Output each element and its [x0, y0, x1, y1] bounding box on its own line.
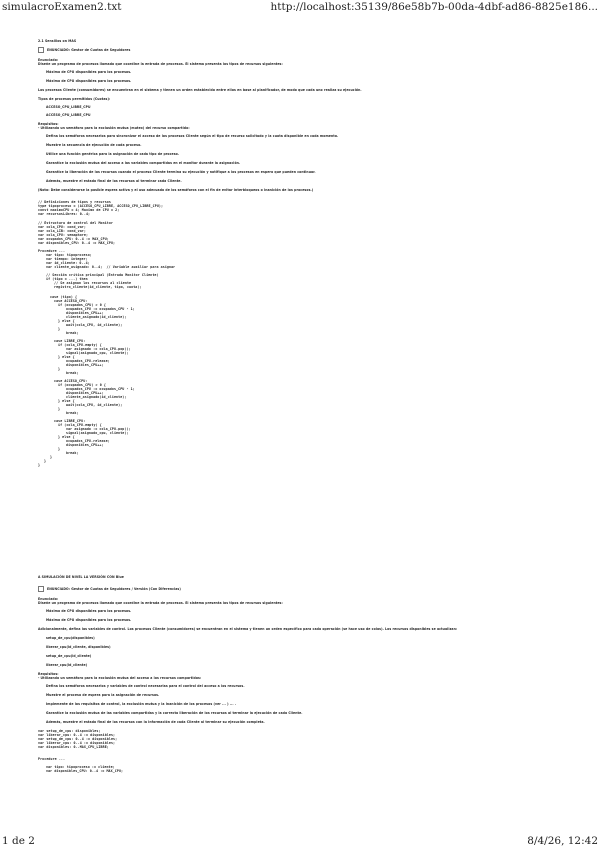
text-line [46, 105, 91, 109]
code-line [54, 285, 142, 289]
line-text: var tipo: tipoproceso; [46, 253, 92, 257]
line-text: disponibles_CPU++; [66, 311, 104, 315]
line-text: ACCESO_CPU_LIBRE_CPU [46, 105, 91, 109]
text-line [46, 170, 316, 174]
line-text: var cola_CPU: semaphore; [38, 233, 89, 237]
line-text: (Nota: Debe considerarse la posible espera activa y el uso adecuado de los semáforos con el fin de evitar interbloqueos o inanición de los procesos.) [38, 188, 314, 192]
line-text: // Sección crítica principal (Entrada Monitor Cliente) [46, 273, 159, 277]
line-text: var cliente_asignado: 0..4; // Variable auxiliar para asignar [46, 265, 176, 269]
line-text: case (tipo) { [50, 295, 78, 299]
print-footer [0, 834, 600, 848]
line-text: setup_de_cpu(id_cliente) [46, 654, 92, 658]
code-line [38, 745, 109, 749]
line-text: var asignado := cola_CPU.pop(); [66, 347, 131, 351]
text-line [38, 676, 201, 680]
line-text: var setup_de_cpu: 0..4 := disponibles; [38, 737, 118, 741]
text-line [46, 179, 182, 183]
text-line [38, 88, 362, 92]
document-url[interactable]: http://localhost:35139/86e58b7b-00da-4dbf-ad86-8825e186... [270, 1, 598, 13]
line-text: var disponibles_CPU: 0..4 := MAX_CPU; [38, 241, 116, 245]
line-text: Utilice una función genérica para la asignación de cada tipo de proceso. [46, 152, 180, 156]
line-text: liberar_cpu(id_cliente) [46, 663, 88, 667]
line-text: var liberar_cpu: 0..4 := disponibles; [38, 741, 116, 745]
text-line [46, 609, 131, 613]
code-line [58, 367, 60, 371]
text-line [46, 618, 131, 622]
text-line [46, 720, 265, 724]
line-text: Defina los semáforos necesarios y variables de control necesarias para el control del acceso a los recursos. [46, 684, 245, 688]
line-text: Máximo de CPU disponibles para los procesos. [46, 79, 132, 83]
text-line [38, 47, 130, 53]
line-text: Adicionalmente, defina las variables de control. Los procesos Cliente (consumidores) se encuentran en el sistema y tienen un orden específico para cada operación (se hace uso de colas). Los recursos disponibles se actualizan: [38, 627, 458, 631]
line-text: liberar_cpu(id_cliente, disponibles) [46, 645, 111, 649]
text-line [46, 134, 338, 138]
line-text: Diseñe un programa de procesos llamado que coordine la entrada de procesos. El sistema presenta los tipos de recursos siguientes: [38, 62, 283, 66]
code-line [58, 407, 60, 411]
line-text: } [58, 407, 61, 411]
text-line [46, 702, 236, 706]
code-line [44, 459, 46, 463]
line-text: case LIBRE_CPU: [54, 339, 86, 343]
line-text: ocupados_CPU.release; [66, 359, 110, 363]
line-text: Muestre la secuencia de ejecución de cada proceso. [46, 143, 142, 147]
text-line [38, 39, 76, 43]
line-text: signal(asignado_cpu, cliente); [66, 431, 129, 435]
print-datetime: 8/4/26, 12:42 [527, 835, 598, 847]
text-line [46, 143, 142, 147]
code-line [38, 212, 90, 216]
line-text: } [58, 327, 61, 331]
line-text: var tipo: tipoproceso := cliente; [46, 765, 115, 769]
text-line [38, 126, 190, 130]
line-text: // Estructura de control del Monitor [38, 221, 114, 225]
document-body [38, 33, 568, 828]
text-line [46, 693, 159, 697]
text-line [46, 113, 91, 117]
line-text: var asignado := cola_CPU.pop(); [66, 427, 131, 431]
code-line [66, 403, 122, 407]
line-text: break; [66, 411, 79, 415]
line-text: } else { [58, 399, 75, 403]
text-line [46, 79, 131, 83]
line-text: var liberar_cpu: 0..4 := disponibles; [38, 733, 116, 737]
line-text: wait(cola_CPU, id_cliente); [66, 403, 123, 407]
code-line [46, 769, 123, 773]
line-text: break; [66, 371, 79, 375]
line-text: var setup_de_cpu: disponibles; [38, 729, 101, 733]
text-line [38, 627, 457, 631]
code-line [46, 265, 175, 269]
code-line [66, 431, 129, 435]
line-text: ENUNCIADO: Gestor de Cuotas de Seguidores [47, 48, 131, 52]
line-text: Defina los semáforos necesarios para sincronizar el acceso de los procesos Cliente según el tipo de recurso solicitado y la cuota disponible en cada momento. [46, 134, 339, 138]
line-text: Procedure ... [38, 757, 66, 761]
line-text: if (tipo = ...) then [46, 277, 88, 281]
code-line [66, 351, 129, 355]
text-line [46, 684, 245, 688]
line-text: Muestre el proceso de espera para la asignación de recursos. [46, 693, 160, 697]
line-text: wait(cola_CPU, id_cliente); [66, 323, 123, 327]
code-line [50, 455, 52, 459]
line-text: Enunciado: [38, 58, 59, 62]
print-header [0, 0, 600, 14]
line-text: A SIMULACIÓN DE NIVEL LA VERSIÓN CON Blue [38, 575, 124, 579]
code-line [66, 451, 79, 455]
line-text: 2.1 Sensillos on MAS [38, 39, 77, 43]
code-line [38, 757, 65, 761]
line-text: const maximoCPU = 4; Maximo de CPU = 2; [38, 208, 120, 212]
line-text: if (ocupados_CPU) > 0 { [58, 303, 106, 307]
text-line [38, 188, 313, 192]
line-text: Enunciado: [38, 597, 59, 601]
line-text: } else { [58, 435, 75, 439]
code-line [66, 323, 122, 327]
line-text: var disponibles: 0..MAX_CPU_LIBRE; [38, 745, 109, 749]
text-line [38, 575, 124, 579]
line-text: } [58, 447, 61, 451]
line-text: Los procesos Cliente (consumidores) se encuentran en el sistema y tienen un orden establecido entre ellos en base al planificador, de modo que cada uno realiza su ejecución. [38, 88, 362, 92]
line-text: var tiempo: integer; [46, 257, 88, 261]
text-line [38, 601, 283, 605]
line-text: Garantice la liberación de los recursos cuando el proceso Cliente termina su ejecución y notifique a los procesos en espera que pueden continuar. [46, 170, 316, 174]
code-line [66, 395, 126, 399]
line-text: Procedure ... [38, 249, 66, 253]
code-line [38, 463, 40, 467]
line-text: // Se asignan los recursos al cliente [54, 281, 132, 285]
code-line [66, 331, 79, 335]
text-line [38, 97, 110, 101]
line-text: cliente_asignado(id_cliente); [66, 315, 127, 319]
document-filename: simulacroExamen2.txt [2, 1, 122, 13]
code-line [58, 447, 60, 451]
text-line [46, 654, 91, 658]
text-line [46, 161, 240, 165]
line-text: // Definiciones de tipos y recursos [38, 200, 111, 204]
text-line [46, 711, 303, 715]
line-text: } else { [58, 319, 75, 323]
line-text: if (cola_CPU.empty) { [58, 423, 102, 427]
line-text: break; [66, 331, 79, 335]
line-text: var id_cliente: 0..4; [46, 261, 90, 265]
line-text: case ACCESO_CPU: [54, 299, 88, 303]
line-text: Garantice la exclusión mutua del acceso a las variables compartidas en el monitor durante la asignación. [46, 161, 241, 165]
line-text: Máximo de CPU disponibles para los procesos. [46, 70, 132, 74]
line-text: var recursosLibres: 0..4; [38, 212, 91, 216]
line-text: Máximo de CPU disponibles para los procesos. [46, 609, 132, 613]
text-line [38, 586, 181, 592]
code-line [38, 241, 115, 245]
line-text: ocupados_CPU := ocupados_CPU - 1; [66, 307, 135, 311]
line-text: disponibles_CPU++; [66, 363, 104, 367]
checkbox-icon [38, 586, 44, 592]
line-text: if (ocupados_CPU) > 0 { [58, 383, 106, 387]
code-line [66, 371, 79, 375]
line-text: Diseñe un programa de procesos llamado que coordine la entrada de procesos. El sistema presenta los tipos de recursos siguientes: [38, 601, 283, 605]
line-text: Requisitos: [38, 122, 59, 126]
line-text: } [44, 459, 47, 463]
code-line [66, 363, 104, 367]
code-line [66, 443, 104, 447]
line-text: var ocupados_CPU: 0..4 := MAX_CPU; [38, 237, 109, 241]
page-number: 1 de 2 [2, 835, 35, 847]
line-text: if (cola_CPU.empty) { [58, 343, 102, 347]
line-text: var cola_LIB: cond_var; [38, 229, 86, 233]
line-text: type tipoproceso = (ACCESO_CPU_LIBRE, ACCESO_CPU_LIBRE_CPU); [38, 204, 164, 208]
line-text: - Utilizando un semáforo para la exclusión mutua del acceso a los recursos compartidos: [38, 676, 202, 680]
line-text: var cola_CPU: cond_var; [38, 225, 86, 229]
checkbox-icon [38, 47, 44, 53]
text-line [46, 645, 111, 649]
line-text: Garantice la exclusión mutua de las variables compartidas y la correcta liberación de los recursos al terminar la ejecución de cada Cliente. [46, 711, 303, 715]
line-text: registro_cliente(id_cliente, tipo, cuota); [54, 285, 142, 289]
line-text: } [58, 367, 61, 371]
line-text: - Utilizando un semáforo para la exclusión mutua (mutex) del recurso compartido: [38, 126, 190, 130]
text-line [46, 70, 131, 74]
line-text: var disponibles_CPU: 0..4 := MAX_CPU; [46, 769, 124, 773]
line-text: ocupados_CPU.release; [66, 439, 110, 443]
line-text: } [38, 463, 41, 467]
code-line [66, 411, 79, 415]
line-text: disponibles_CPU++; [66, 391, 104, 395]
line-text: Requisitos: [38, 672, 59, 676]
line-text: Tipos de procesos permitidos (Cuotas): [38, 97, 111, 101]
line-text: } [50, 455, 53, 459]
line-text: disponibles_CPU++; [66, 443, 104, 447]
line-text: Implemente de los requisitos de control, la exclusión mutua y la inanición de los procesos (ver ... ) ... . [46, 702, 237, 706]
line-text: cliente_asignado(id_cliente); [66, 395, 127, 399]
line-text: ACCESO_CPU_LIBRE_CPU [46, 113, 91, 117]
line-text: Máximo de CPU disponibles para los procesos. [46, 618, 132, 622]
line-text: } else { [58, 355, 75, 359]
code-line [66, 315, 126, 319]
line-text: Además, muestre el estado final de los recursos con la información de cada Cliente al terminar su ejecución completa. [46, 720, 265, 724]
line-text: setup_de_cpu(disponibles) [46, 636, 95, 640]
line-text: case LIBRE_CPU: [54, 419, 86, 423]
line-text: ocupados_CPU := ocupados_CPU - 1; [66, 387, 135, 391]
line-text: case ACCESO_CPU: [54, 379, 88, 383]
text-line [46, 152, 179, 156]
text-line [46, 663, 87, 667]
line-text: signal(asignado_cpu, cliente); [66, 351, 129, 355]
line-text: break; [66, 451, 79, 455]
text-line [38, 62, 283, 66]
line-text: ENUNCIADO: Gestor de Cuotas de Seguidores / Versión (Con Diferencias) [47, 587, 181, 591]
text-line [46, 636, 95, 640]
code-line [58, 327, 60, 331]
line-text: Además, muestre el estado final de los recursos al terminar cada Cliente. [46, 179, 182, 183]
